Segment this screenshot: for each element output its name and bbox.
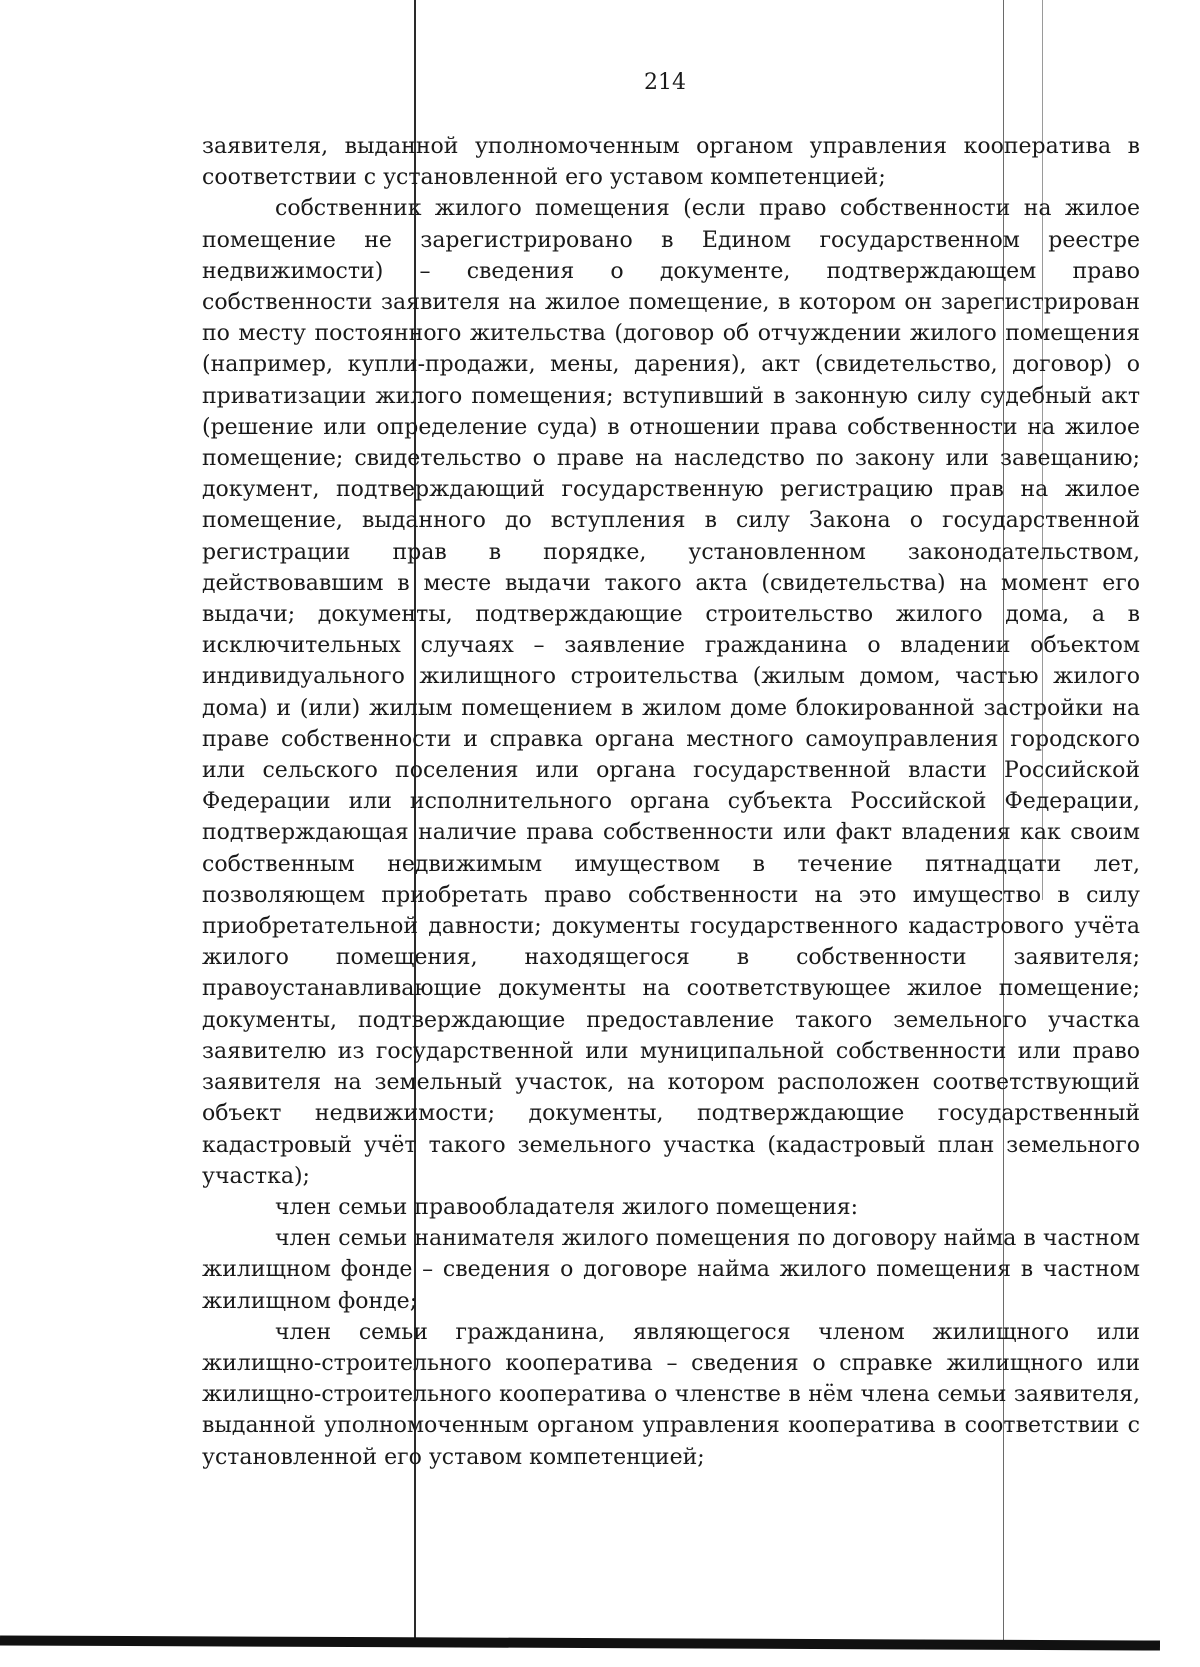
paragraph-owner: собственник жилого помещения (если право собственности на жилое помещение не зарегистрировано в Едином государственном реестре недвижимости) – сведения о документе, подтверждающем право собственности заявителя на жилое помещение, в котором он зарегистрирован по месту постоянного жительства (договор об отчуждении жилого помещения (например, купли-продажи, мены, дарения), акт (свидетельство, договор) о приватизации жилого помещения; вступивший в законную силу судебный акт (решение или определение суда) в отношении права собственности на жилое помещение; свидетельство о праве на наследство по закону или завещанию; документ, подтверждающий государственную регистрацию прав на жилое помещение, выданного до вступления в силу Закона о государственной регистрации прав в порядке, установленном законодательством, действовавшим в месте выдачи такого акта (свидетельства) на момент его выдачи; документы, подтверждающие строительство жилого дома, а в исключительных случаях – заявление гражданина о владении объектом индивидуального жилищного строительства (жилым домом, частью жилого дома) и (или) жилым помещением в жилом доме блокированной застройки на праве собственности и справка органа местного самоуправления городского или сельского поселения или органа государственной власти Российской Федерации или исполнительного органа субъекта Российской Федерации, подтверждающая наличие права собственности или факт владения как своим собственным недвижимым имуществом в течение пятнадцати лет, позволяющем приобретать право собственности на это имущество в силу приобретательной давности; документы государственного кадастрового учёта жилого помещения, находящегося в собственности заявителя; правоустанавливающие документы на соответствующее жилое помещение; документы, подтверждающие предоставление такого земельного участка заявителю из государственной или муниципальной собственности или право заявителя на земельный участок, на котором расположен соответствующий объект недвижимости; документы, подтверждающие государственный кадастровый учёт такого земельного участка (кадастровый план земельного участка); [202,196,1140,1189]
scan-bottom-edge [0,1635,1160,1650]
paragraph-cooperative-family: член семьи гражданина, являющегося членом жилищного или жилищно-строительного кооператива – сведения о справке жилищного или жилищно-строительного кооператива о членстве в нём члена семьи заявителя, выданной уполномоченным органом управления кооператива в соответствии с установленной его уставом компетенцией; [202,1319,1140,1470]
document-body [202,131,1140,1473]
paragraph-tenant-family: член семьи нанимателя жилого помещения по договору найма в частном жилищном фонде – сведения о договоре найма жилого помещения в частном жилищном фонде; [202,1226,1140,1314]
paragraph-family-member: член семьи правообладателя жилого помещения: [275,1194,859,1220]
page-number: 214 [644,70,686,95]
paragraph-continuation: заявителя, выданной уполномоченным органом управления кооператива в соответствии с установленной его уставом компетенцией; [202,134,1140,191]
